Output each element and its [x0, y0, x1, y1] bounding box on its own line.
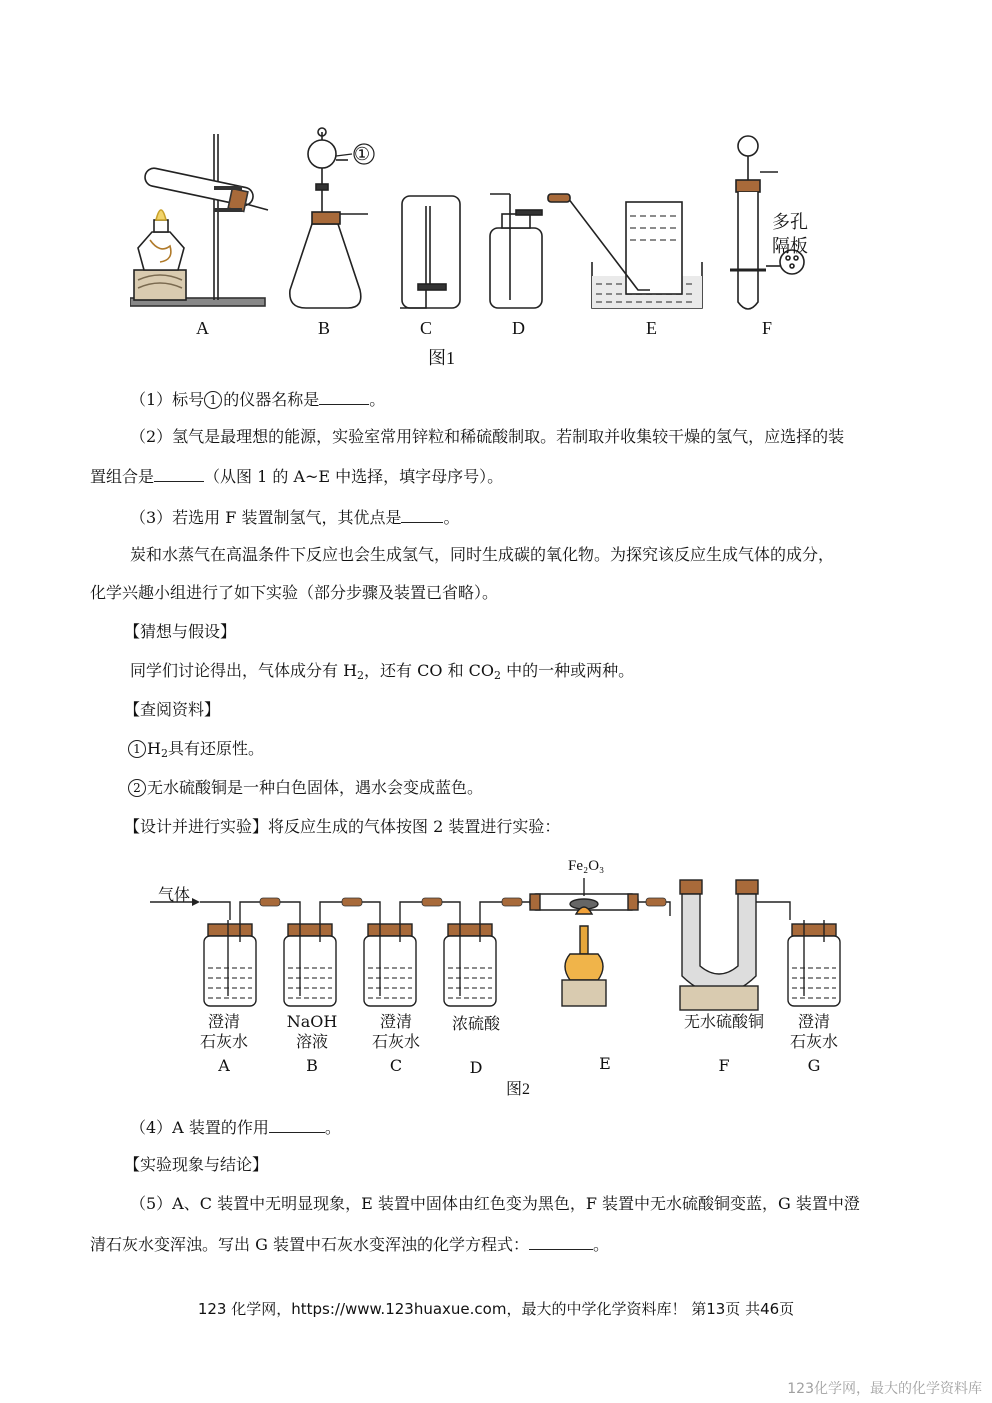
hypothesis-heading: 【猜想与假设】 [124, 622, 237, 641]
fig2-label-c: 澄清 石灰水 C [371, 1012, 420, 1075]
answer-blank-2[interactable] [154, 465, 204, 482]
fig2-label-b: NaOH 溶液 B [286, 1012, 338, 1075]
question-5-line1: （5）A、C 装置中无明显现象，E 装置中固体由红色变为黑色，F 装置中无水硫酸铜变蓝，G 装置中澄 [130, 1194, 860, 1213]
design-line: 【设计并进行实验】将反应生成的气体按图 2 装置进行实验： [124, 817, 561, 836]
watermark: 123化学网，最大的化学资料库 [787, 1381, 982, 1397]
answer-blank-3[interactable] [401, 506, 443, 523]
results-heading: 【实验现象与结论】 [124, 1155, 269, 1174]
apparatus-a-heating [130, 134, 268, 306]
circle-1: 1 [204, 391, 222, 409]
fig1-label-d: D [512, 318, 525, 338]
fig2-caption: 图2 [506, 1081, 531, 1098]
reference-item-2: 2 无水硫酸铜是一种白色固体，遇水会变成蓝色。 [128, 778, 483, 798]
fig2-label-g: 澄清 石灰水 G [789, 1012, 838, 1075]
question-2-line1: （2）氢气是最理想的能源，实验室常用锌粒和稀硫酸制取。若制取并收集较干燥的氢气，应选择的装 [130, 427, 845, 446]
question-5-line2: 清石灰水变浑浊。写出 G 装置中石灰水变浑浊的化学方程式： 。 [90, 1235, 609, 1254]
references-heading: 【查阅资料】 [124, 700, 221, 719]
figure-1 [130, 120, 830, 370]
gas-label: 气体 [158, 885, 191, 904]
apparatus-e-tube [530, 878, 638, 1006]
fig2-label-e: E [599, 1054, 611, 1073]
apparatus-e-trough [548, 194, 702, 308]
page-footer: 123 化学网，https://www.123huaxue.com，最大的中学化学资料库！ 第13页 共46页 [197, 1300, 795, 1318]
reference-item-1: 1 $H_2$具有还原性。 [128, 739, 264, 759]
question-1: （1）标号 1 的仪器名称是 。 [130, 390, 386, 409]
bottle-b [284, 920, 336, 1006]
fig2-label-a: 澄清 石灰水 A [199, 1012, 248, 1075]
question-3: （3）若选用 F 装置制氢气，其优点是 。 [130, 508, 460, 527]
apparatus-d-bottle [490, 194, 542, 308]
fig2-label-d: 浓硫酸 D [451, 1014, 500, 1077]
apparatus-c-bottle [400, 196, 460, 308]
answer-blank-1[interactable] [319, 388, 369, 405]
fig1-label-c: C [420, 318, 433, 338]
f-annotation-line2: 隔板 [772, 236, 808, 257]
fig1-label-b: B [318, 318, 331, 338]
apparatus-f-utube [680, 880, 758, 1010]
fig2-label-f: 无水硫酸铜 F [683, 1012, 764, 1075]
bottle-d [444, 920, 496, 1006]
marker-1-text: ① [354, 144, 371, 165]
f-annotation-line1: 多孔 [772, 212, 808, 233]
answer-blank-5[interactable] [529, 1233, 593, 1250]
intro-line1: 炭和水蒸气在高温条件下反应也会生成氢气，同时生成碳的氧化物。为探究该反应生成气体的成分， [130, 545, 835, 564]
fig1-label-a: A [196, 318, 209, 338]
bottle-g [788, 920, 840, 1006]
bottle-a [204, 920, 256, 1006]
question-2-line2: 置组合是 （从图 1 的 A~E 中选择，填字母序号）。 [90, 467, 504, 486]
hypothesis-text: 同学们讨论得出，气体成分有 $H_2$，还有 CO 和 $CO_2$ 中的一种或两种。 [130, 661, 635, 682]
answer-blank-4[interactable] [269, 1116, 325, 1133]
question-4: （4）A 装置的作用 。 [130, 1118, 341, 1137]
intro-line2: 化学兴趣小组进行了如下实验（部分步骤及装置已省略）。 [90, 583, 499, 602]
fig1-label-e: E [646, 318, 657, 338]
bottle-c [364, 920, 416, 1006]
fe2o3-label: Fe₂O₃ [568, 858, 605, 874]
fig1-label-f: F [762, 318, 773, 338]
fig1-caption: 图1 [428, 348, 455, 368]
